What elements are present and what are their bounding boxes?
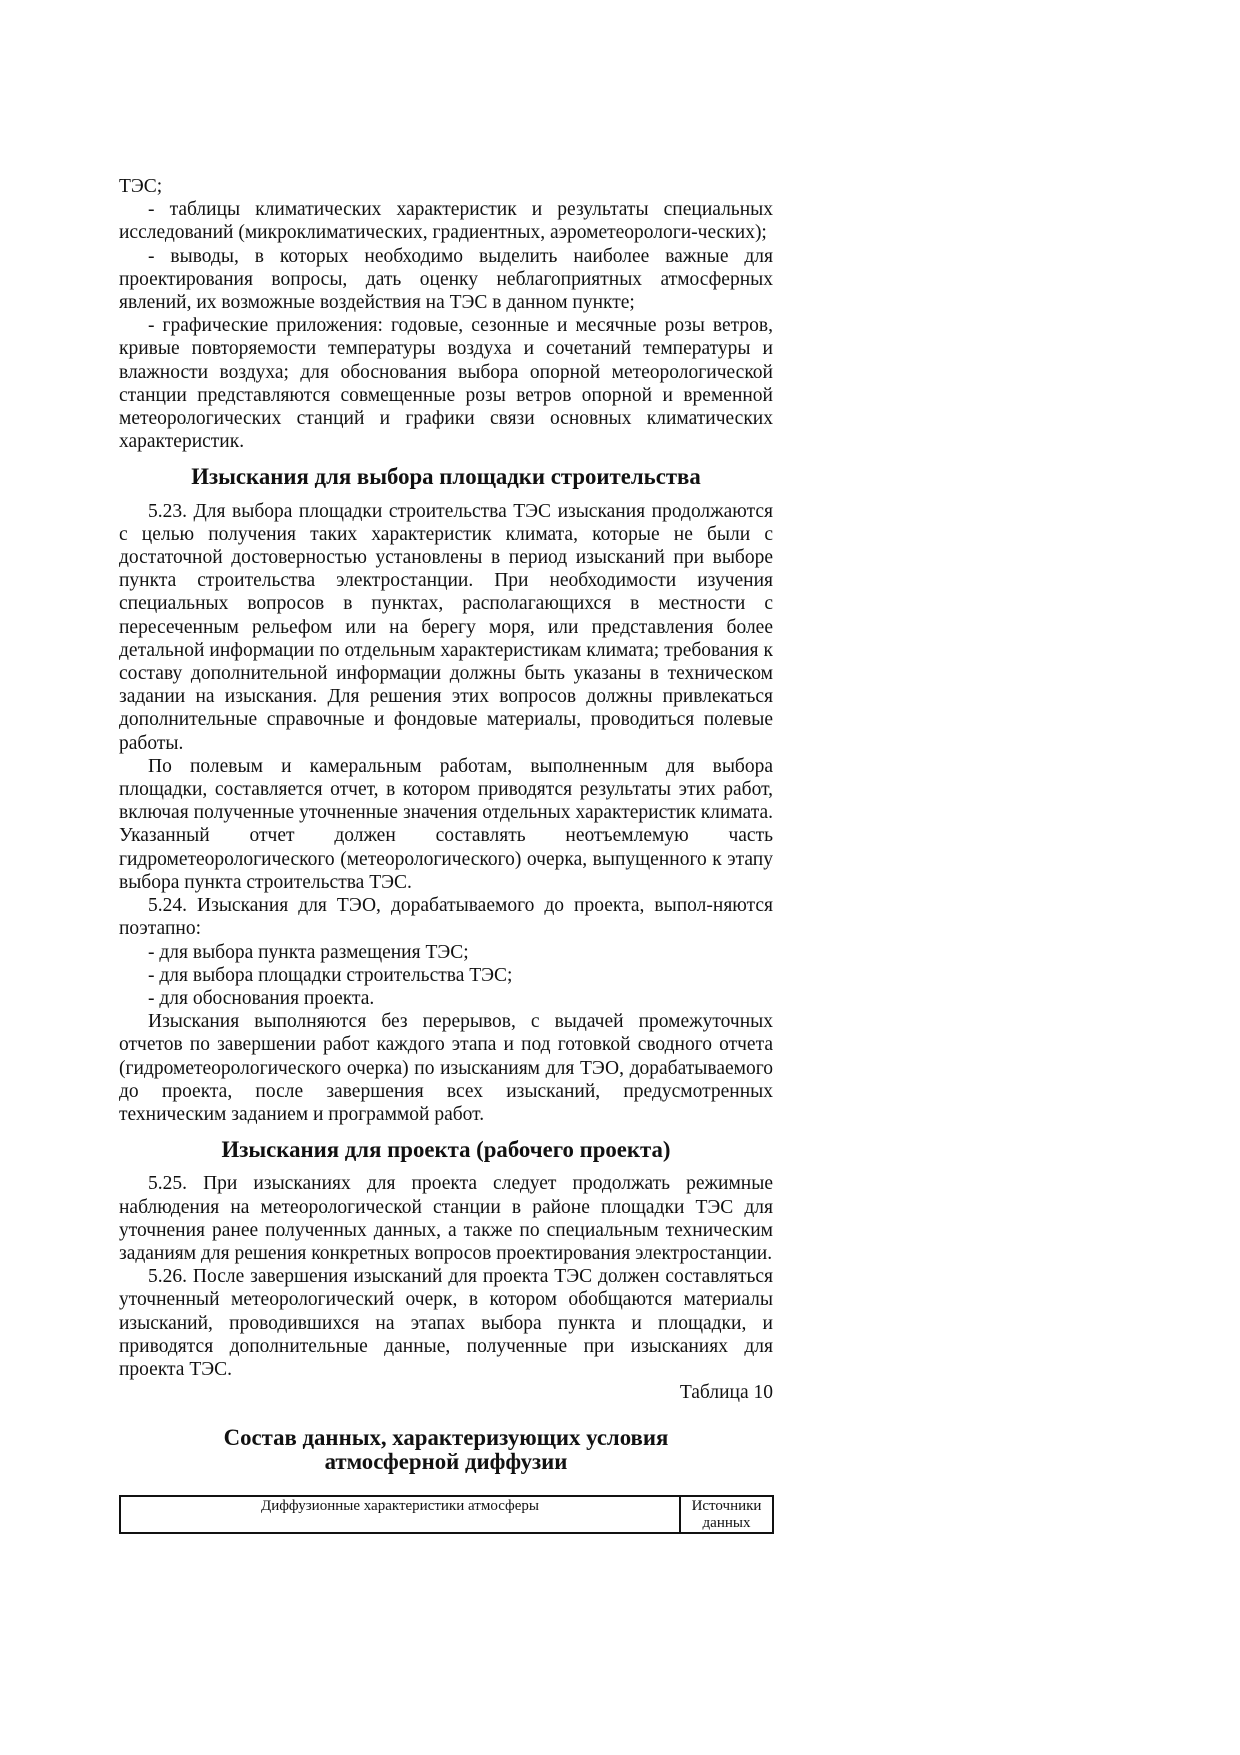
paragraph: 5.24. Изыскания для ТЭО, дорабатываемого до проекта, выпол-няются поэтапно: [119, 895, 773, 940]
paragraph: - таблицы климатических характеристик и результаты специальных исследований (микроклиматических, градиентных, аэрометеорологи-ческих); [119, 199, 773, 244]
section-heading-site-selection: Изыскания для выбора площадки строительства [191, 464, 701, 490]
table-title [119, 1426, 773, 1472]
header-diffusion-characteristics: Диффузионные характеристики атмосферы [120, 1496, 680, 1533]
paragraph: 5.25. При изысканиях для проекта следует продолжать режимные наблюдения на метеорологической станции в районе площадки ТЭС для уточнения ранее полученных данных, а также по специальным техническим заданиям для решения конкретных вопросов проектирования электростанции. [119, 1173, 773, 1264]
section-heading-project: Изыскания для проекта (рабочего проекта) [221, 1137, 671, 1163]
section-project [119, 1172, 773, 1381]
table-title-line2: атмосферной диффузии [324, 1448, 568, 1474]
paragraph: - выводы, в которых необходимо выделить наиболее важные для проектирования вопросы, дать оценку неблагоприятных атмосферных явлений, их возможные воздействия на ТЭС в данном пункте; [119, 245, 773, 314]
paragraph: - графические приложения: годовые, сезонные и месячные розы ветров, кривые повторяемости температуры воздуха и сочетаний температуры и влажности воздуха; для обоснования выбора опорной метеорологической станции представляются совмещенные розы ветров опорной и временной метеорологических станций и графики связи основных климатических характеристик. [119, 315, 773, 453]
list-item: - для выбора пункта размещения ТЭС; [148, 941, 469, 963]
list-item: - для выбора площадки строительства ТЭС; [148, 964, 513, 986]
paragraph: ТЭС; [119, 176, 163, 197]
table-title-line1: Состав данных, характеризующих условия [223, 1425, 669, 1451]
section-site-selection [119, 500, 773, 1126]
document-page [119, 175, 773, 1534]
paragraph: 5.23. Для выбора площадки строительства ТЭС изыскания продолжаются с целью получения таких характеристик климата, которые не были с достаточной достоверностью установлены в период изысканий при выборе пункта строительства электростанции. При необходимости изучения специальных вопросов в пунктах, располагающихся в местности с пересеченным рельефом или на берегу моря, или представления более детальной информации по отдельным характеристикам климата; требования к составу дополнительной информации должны быть указаны в техническом задании на изыскания. Для решения этих вопросов должны привлекаться дополнительные справочные и фондовые материалы, проводиться полевые работы. [119, 500, 773, 754]
section-top-paragraphs [119, 175, 773, 453]
paragraph: 5.26. После завершения изысканий для проекта ТЭС должен составляться уточненный метеорологический очерк, в котором обобщаются материалы изысканий, проводившихся на этапах выбора пункта и площадки, и приводятся дополнительные данные, полученные при изысканиях для проекта ТЭС. [119, 1266, 773, 1380]
paragraph: Изыскания выполняются без перерывов, с выдачей промежуточных отчетов по завершении работ каждого этапа и под готовкой сводного отчета (гидрометеорологического очерка) по изысканиям для ТЭО, дорабатываемого до проекта, после завершения всех изысканий, предусмотренных техническим заданием и программой работ. [119, 1011, 773, 1125]
header-data-sources: Источники данных [680, 1496, 773, 1533]
list-item: - для обоснования проекта. [148, 987, 375, 1009]
diffusion-data-table [119, 1495, 774, 1534]
table-label: Таблица 10 [679, 1382, 773, 1404]
table-header-row [120, 1496, 773, 1533]
paragraph: По полевым и камеральным работам, выполненным для выбора площадки, составляется отчет, в котором приводятся результаты этих работ, включая полученные уточненные значения отдельных характеристик климата. Указанный отчет должен составлять неотъемлемую часть гидрометеорологического (метеорологического) очерка, выпущенного к этапу выбора пункта строительства ТЭС. [119, 755, 773, 893]
